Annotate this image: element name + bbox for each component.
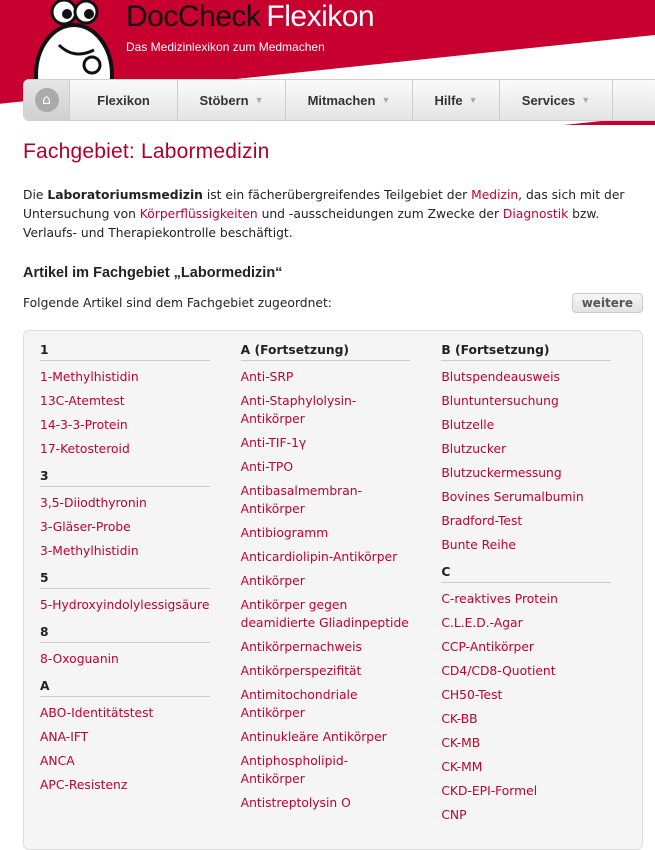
nav-label: Stöbern	[199, 92, 249, 108]
article-link[interactable]: Antibasalmembran-Antikörper	[240, 484, 362, 516]
nav-label: Services	[521, 92, 576, 108]
article-link[interactable]: Bovines Serumalbumin	[441, 490, 584, 504]
article-link[interactable]: CNP	[441, 808, 467, 822]
article-link[interactable]: 8-Oxoguanin	[40, 652, 119, 666]
nav-stoebern[interactable]	[178, 80, 286, 120]
article-link[interactable]: Blutzelle	[441, 418, 495, 432]
text: ist ein fächerübergreifendes Teilgebiet der	[202, 188, 472, 202]
article-link[interactable]: Blutzuckermessung	[441, 466, 562, 480]
article-link[interactable]: Bunte Reihe	[441, 538, 516, 552]
article-link[interactable]: ANA-IFT	[40, 730, 89, 744]
article-column	[241, 343, 411, 849]
article-link[interactable]: C.L.E.D.-Agar	[441, 616, 523, 630]
group-heading: 8	[40, 625, 210, 643]
group-heading: B (Fortsetzung)	[441, 343, 611, 361]
home-icon: ⌂	[35, 88, 59, 112]
nav-home-button[interactable]	[24, 80, 70, 120]
page-title: Fachgebiet: Labormedizin	[23, 140, 270, 163]
article-link[interactable]: Antinukleäre Antikörper	[240, 730, 387, 744]
nav-label: Hilfe	[434, 92, 463, 108]
text: Die	[23, 188, 48, 202]
nav-label: Mitmachen	[307, 92, 376, 108]
tagline: Das Medizinlexikon zum Medmachen	[126, 40, 325, 54]
article-link[interactable]: Anti-TPO	[240, 460, 294, 474]
article-link[interactable]: Anti-Staphylolysin-Antikörper	[240, 394, 357, 426]
article-link[interactable]: ABO-Identitätstest	[40, 706, 154, 720]
article-link[interactable]: CKD-EPI-Formel	[441, 784, 538, 798]
term-bold: Laboratoriumsmedizin	[47, 188, 203, 202]
assigned-row	[23, 293, 643, 313]
article-link[interactable]: 3-Gläser-Probe	[40, 520, 131, 534]
doccheck-mascot-logo[interactable]	[34, 0, 114, 90]
article-index	[23, 330, 643, 850]
article-link[interactable]: 3-Methylhistidin	[40, 544, 139, 558]
article-link[interactable]: Anti-TIF-1γ	[240, 436, 307, 450]
chevron-down-icon: ▼	[581, 95, 591, 105]
article-link[interactable]: Blutzucker	[441, 442, 507, 456]
main-content	[23, 140, 643, 313]
group-heading: 3	[40, 469, 210, 487]
article-link[interactable]: CH50-Test	[441, 688, 503, 702]
brand-flexikon: Flexikon	[266, 0, 375, 33]
article-column	[441, 343, 611, 849]
article-link[interactable]: 14-3-3-Protein	[40, 418, 128, 432]
chevron-down-icon: ▼	[381, 95, 391, 105]
nav-mitmachen[interactable]	[286, 80, 413, 120]
nav-hilfe[interactable]	[413, 80, 500, 120]
article-link[interactable]: 5-Hydroxyindolylessigsäure	[40, 598, 210, 612]
link-koerperfluessigkeiten[interactable]: Körperflüssigkeiten	[139, 207, 258, 221]
article-link[interactable]: Bradford-Test	[441, 514, 523, 528]
group-heading: A	[40, 679, 210, 697]
article-link[interactable]: Anti-SRP	[240, 370, 294, 384]
article-link[interactable]: 3,5-Diiodthyronin	[40, 496, 147, 510]
link-medizin[interactable]: Medizin	[471, 188, 519, 202]
nav-services[interactable]	[500, 80, 613, 120]
article-link[interactable]: Antikörper gegen deamidierte Gliadinpeptide	[240, 598, 409, 630]
main-nav	[23, 79, 655, 121]
article-link[interactable]: Blutspendeausweis	[441, 370, 560, 384]
article-link[interactable]: Antiphospholipid-Antikörper	[240, 754, 349, 786]
nav-flexikon[interactable]	[70, 80, 178, 120]
article-link[interactable]: CK-BB	[441, 712, 478, 726]
group-heading: C	[441, 565, 611, 583]
article-link[interactable]: APC-Resistenz	[40, 778, 128, 792]
article-link[interactable]: CK-MM	[441, 760, 483, 774]
article-link[interactable]: Antimitochondriale Antikörper	[240, 688, 358, 720]
group-heading: A (Fortsetzung)	[241, 343, 411, 361]
article-link[interactable]: Antistreptolysin O	[240, 796, 351, 810]
article-link[interactable]: CD4/CD8-Quotient	[441, 664, 556, 678]
article-link[interactable]: 1-Methylhistidin	[40, 370, 139, 384]
text: , das sich mit der Untersuchung von	[23, 188, 625, 221]
article-link[interactable]: Antikörperspezifität	[240, 664, 362, 678]
article-link[interactable]: 17-Ketosteroid	[40, 442, 130, 456]
article-link[interactable]: Antibiogramm	[240, 526, 329, 540]
more-button[interactable]: weitere	[572, 293, 643, 313]
group-heading: 1	[40, 343, 210, 361]
article-link[interactable]: CK-MB	[441, 736, 481, 750]
link-diagnostik[interactable]: Diagnostik	[502, 207, 569, 221]
group-heading: 5	[40, 571, 210, 589]
article-column	[40, 343, 210, 849]
assigned-text: Folgende Artikel sind dem Fachgebiet zugeordnet:	[23, 296, 332, 310]
intro-text	[23, 186, 643, 243]
nav-label: Flexikon	[97, 92, 150, 108]
article-link[interactable]: 13C-Atemtest	[40, 394, 125, 408]
section-title: Artikel im Fachgebiet „Labormedizin“	[23, 265, 283, 281]
article-link[interactable]: Bluntuntersuchung	[441, 394, 559, 408]
text: und -ausscheidungen zum Zwecke der	[257, 207, 503, 221]
brand-doccheck: DocCheck	[126, 0, 261, 33]
brand-title[interactable]	[126, 0, 374, 34]
article-link[interactable]: Antikörpernachweis	[240, 640, 362, 654]
article-link[interactable]: ANCA	[40, 754, 75, 768]
article-link[interactable]: Anticardiolipin-Antikörper	[240, 550, 398, 564]
article-link[interactable]: C-reaktives Protein	[441, 592, 558, 606]
chevron-down-icon: ▼	[468, 95, 478, 105]
article-link[interactable]: CCP-Antikörper	[441, 640, 534, 654]
text: bzw. Verlaufs- und Therapiekontrolle beschäftigt.	[23, 207, 600, 240]
article-link[interactable]: Antikörper	[240, 574, 305, 588]
chevron-down-icon: ▼	[254, 95, 264, 105]
